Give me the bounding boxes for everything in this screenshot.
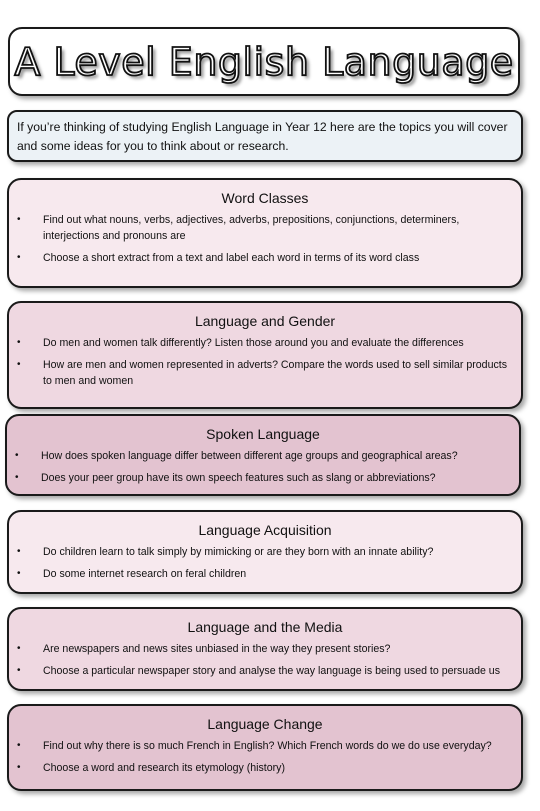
bullet-icon: • [17, 337, 21, 348]
list-item: • Find out what nouns, verbs, adjectives, adverbs, prepositions, conjunctions, determiners, interjections and pronouns are [17, 214, 460, 242]
list-item: • Do men and women talk differently? Listen those around you and evaluate the differences [17, 337, 464, 349]
section-heading: Language Acquisition [198, 522, 332, 538]
list-item: • Choose a short extract from a text and label each word in terms of its word class [17, 252, 420, 264]
list-item: • Choose a particular newspaper story and analyse the way language is being used to persuade us [17, 665, 501, 677]
bullet-icon: • [17, 214, 21, 225]
bullet-list [7, 448, 519, 486]
section-heading: Spoken Language [206, 426, 320, 442]
list-item: • Does your peer group have its own speech features such as slang or abbreviations? [15, 472, 436, 484]
bullet-icon: • [17, 359, 21, 370]
bullet-icon: • [17, 568, 21, 579]
section-spoken-language [5, 414, 521, 496]
list-item: • Do some internet research on feral children [17, 568, 247, 580]
bullet-icon: • [17, 546, 21, 557]
section-language-and-gender [7, 301, 523, 409]
section-heading: Language Change [207, 716, 323, 732]
section-language-change [7, 704, 523, 791]
intro-text: If you’re thinking of studying English Language in Year 12 here are the topics you will cover and some ideas for you to think about or research. [17, 120, 508, 153]
page-title: A Level English Language [14, 39, 514, 84]
list-item: • Find out why there is so much French in English? Which French words do we do use everyday? [17, 740, 492, 752]
bullet-icon: • [17, 252, 21, 263]
bullet-icon: • [17, 665, 21, 676]
list-item: • Choose a word and research its etymology (history) [17, 762, 285, 774]
title-banner [8, 27, 520, 96]
list-item: • How are men and women represented in adverts? Compare the words used to sell similar products to men and women [17, 359, 507, 387]
bullet-list [9, 641, 521, 679]
section-heading: Language and Gender [194, 313, 336, 329]
bullet-icon: • [17, 643, 21, 654]
section-heading: Word Classes [221, 190, 309, 206]
section-language-and-the-media [7, 607, 523, 691]
bullet-icon: • [17, 740, 21, 751]
bullet-icon: • [15, 450, 19, 461]
bullet-list [9, 544, 521, 582]
section-heading: Language and the Media [187, 619, 343, 635]
list-item: • Are newspapers and news sites unbiased in the way they present stories? [17, 643, 391, 655]
list-item: • How does spoken language differ between different age groups and geographical areas? [15, 450, 458, 462]
bullet-icon: • [15, 472, 19, 483]
bullet-icon: • [17, 762, 21, 773]
bullet-list [9, 212, 521, 266]
bullet-list [9, 335, 521, 389]
section-language-acquisition [7, 510, 523, 594]
section-word-classes [7, 178, 523, 288]
intro-box [7, 110, 523, 162]
bullet-list [9, 738, 521, 776]
list-item: • Do children learn to talk simply by mimicking or are they born with an innate ability? [17, 546, 434, 558]
